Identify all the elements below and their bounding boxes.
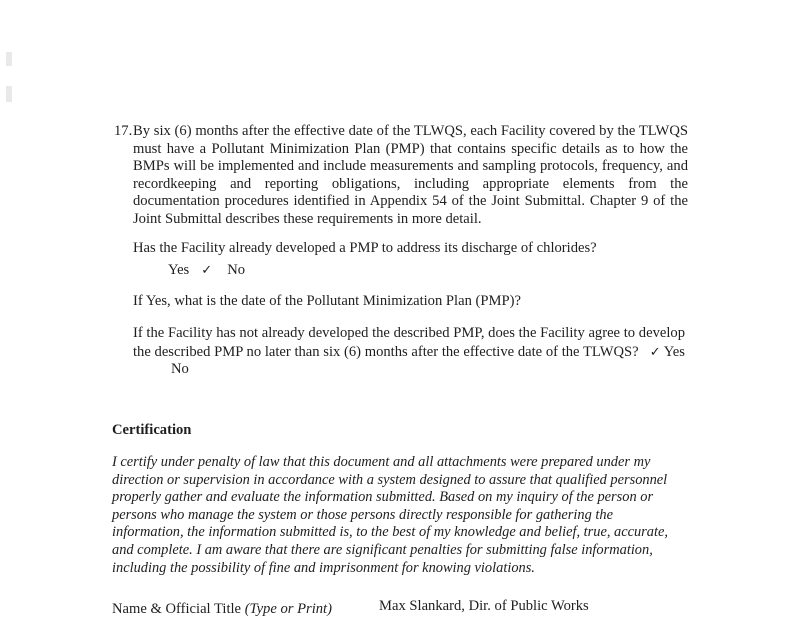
- certification-text: I certify under penalty of law that this document and all attachments were prepared under my direction or supervision in accordance with a system designed to assure that qualified personnel properly gather and evaluate the information submitted. Based on my inquiry of the person or persons who manage the system or those persons directly responsible for gathering the information, the information submitted is, to the best of my knowledge and belief, true, accurate, and complete. I am aware that there are significant penalties for submitting false information, including the possibility of fine and imprisonment for knowing violations.: [112, 454, 668, 576]
- item-17: [114, 123, 688, 229]
- answer-yes[interactable]: Yes: [168, 262, 190, 278]
- checkmark-icon: ✓: [201, 262, 213, 277]
- scan-artifact: [6, 52, 12, 66]
- question-pmp-date: If Yes, what is the date of the Pollutant Minimization Plan (PMP)?: [133, 293, 521, 309]
- checkmark-icon: ✓: [649, 343, 661, 359]
- certification-heading: Certification: [112, 422, 192, 438]
- signature-label-hint: (Type or Print): [244, 601, 332, 617]
- question-pmp-agree-text: If the Facility has not already developed the described PMP, does the Facility agree to develop the described PMP no later than six (6) months after the effective date of the TLWQS?: [133, 325, 685, 360]
- question-pmp-agree: [133, 325, 685, 379]
- signature-name-title[interactable]: Max Slankard, Dir. of Public Works: [379, 598, 589, 614]
- question-pmp-developed-answers: [168, 261, 245, 280]
- answer-no[interactable]: No: [227, 262, 246, 278]
- answer-no[interactable]: No: [171, 361, 189, 378]
- scan-artifact: [6, 86, 12, 102]
- item-17-text: By six (6) months after the effective date of the TLWQS, each Facility covered by the TLWQS must have a Pollutant Minimization Plan (PMP) that contains specific details as to how the BMPs will be implemented and include measurements and sampling protocols, frequency, and recordkeeping and reporting obligations, including appropriate elements from the documentation procedures identified in Appendix 54 of the Joint Submittal. Chapter 9 of the Joint Submittal describes these requirements in more detail.: [133, 123, 688, 227]
- question-pmp-developed: Has the Facility already developed a PMP to address its discharge of chlorides?: [133, 240, 597, 256]
- item-number: 17.: [114, 123, 133, 139]
- answer-yes[interactable]: Yes: [663, 343, 685, 360]
- signature-label: [112, 601, 332, 618]
- signature-label-prefix: Name & Official Title: [112, 601, 245, 617]
